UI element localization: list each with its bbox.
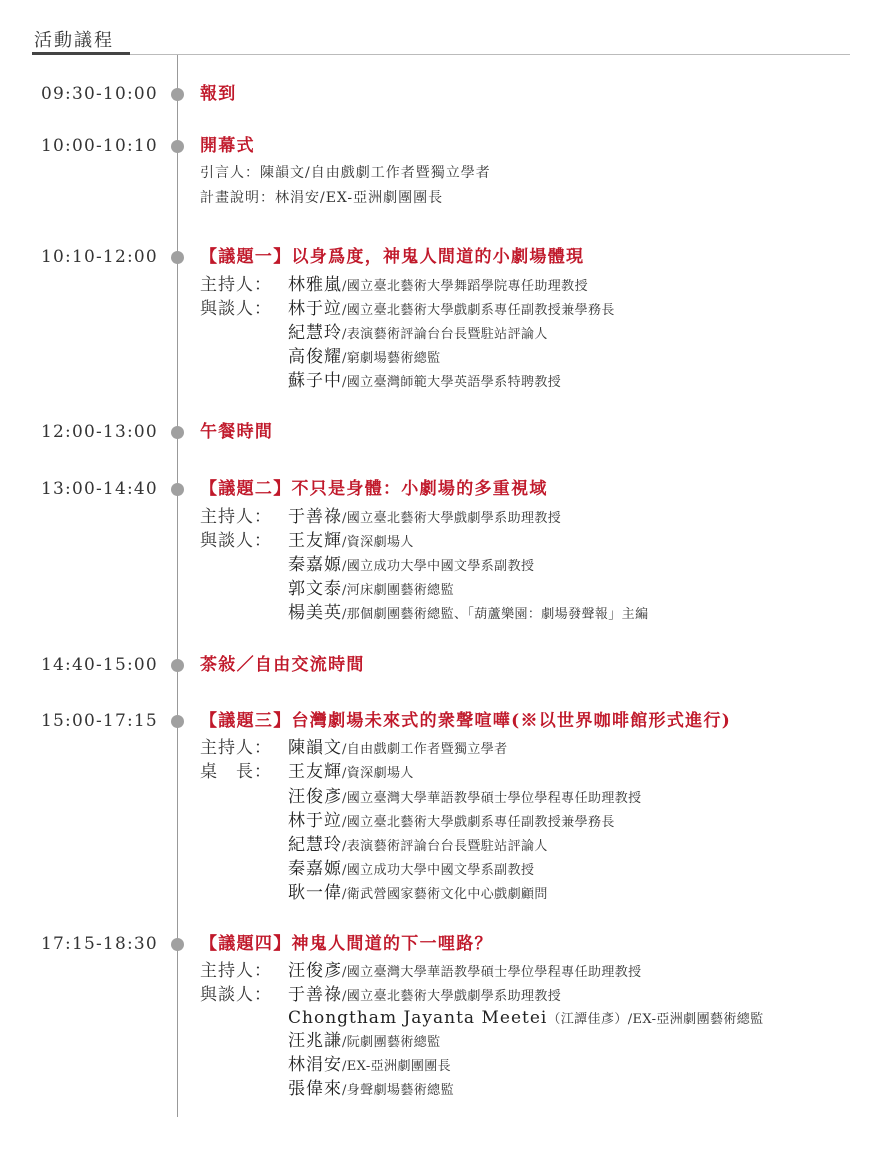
speaker-affiliation: /國立臺灣大學華語教學碩士學位學程專任助理教授 (342, 791, 642, 806)
speaker-role: 與談人： (200, 299, 272, 319)
speaker-name: 紀慧玲 (288, 323, 342, 343)
speaker-name: 于善祿 (288, 985, 342, 1005)
speaker-name: 高俊耀 (288, 347, 342, 367)
speaker-role: 與談人： (200, 985, 272, 1005)
agenda-title: 【議題二】不只是身體：小劇場的多重視域 (200, 479, 548, 499)
timeline-dot (171, 659, 184, 672)
speaker-name: 王友輝 (288, 531, 342, 551)
speaker-name: 郭文泰 (288, 579, 342, 599)
speaker-role: 主持人： (200, 961, 272, 981)
timeline-dot (171, 140, 184, 153)
speaker-name: 秦嘉嫄 (288, 555, 342, 575)
speaker-role: 主持人： (200, 738, 272, 758)
speaker-name: 林雅嵐 (288, 275, 342, 295)
speaker-role: 桌 長： (200, 762, 272, 782)
header-divider (130, 54, 850, 55)
speaker-name: 王友輝 (288, 762, 342, 782)
speaker-name: 張偉來 (288, 1079, 342, 1099)
agenda-time: 12:00-13:00 (41, 422, 158, 442)
agenda-title: 【議題三】台灣劇場未來式的衆聲喧嘩(※以世界咖啡館形式進行) (200, 711, 732, 731)
timeline-dot (171, 483, 184, 496)
speaker-affiliation: /國立臺北藝術大學戲劇學系助理教授 (342, 511, 562, 526)
agenda-title: 【議題一】以身爲度，神鬼人間道的小劇場體現 (200, 247, 585, 267)
agenda-title: 報到 (200, 84, 237, 104)
intro-line: 計畫說明：林涓安/EX-亞洲劇團團長 (200, 190, 444, 206)
speaker-affiliation: /國立臺北藝術大學戲劇系專任副教授兼學務長 (342, 303, 615, 318)
speaker-name: 汪俊彥 (288, 961, 342, 981)
speaker-name: Chongtham Jayanta Meetei (288, 1008, 548, 1028)
agenda-title: 午餐時間 (200, 422, 274, 442)
speaker-affiliation: /國立成功大學中國文學系副教授 (342, 863, 535, 878)
speaker-affiliation: /阮劇團藝術總監 (342, 1035, 441, 1050)
agenda-time: 13:00-14:40 (41, 479, 158, 499)
speaker-affiliation: /那個劇團藝術總監、「葫蘆樂園：劇場發聲報」主編 (342, 607, 649, 622)
speaker-name: 蘇子中 (288, 371, 342, 391)
intro-line: 引言人：陳韻文/自由戲劇工作者暨獨立學者 (200, 165, 491, 181)
speaker-affiliation: /身聲劇場藝術總監 (342, 1083, 454, 1098)
agenda-title: 茶敍／自由交流時間 (200, 655, 365, 675)
agenda-time: 10:00-10:10 (41, 136, 158, 156)
speaker-name: 林于竝 (288, 811, 342, 831)
agenda-time: 17:15-18:30 (41, 934, 158, 954)
speaker-affiliation: /河床劇團藝術總監 (342, 583, 454, 598)
timeline-line (177, 55, 178, 1117)
speaker-affiliation: /資深劇場人 (342, 766, 414, 781)
speaker-affiliation: /資深劇場人 (342, 535, 414, 550)
speaker-name: 汪俊彥 (288, 787, 342, 807)
speaker-name: 林涓安 (288, 1055, 342, 1075)
timeline-dot (171, 88, 184, 101)
speaker-role: 主持人： (200, 275, 272, 295)
speaker-affiliation: /窮劇場藝術總監 (342, 351, 441, 366)
speaker-affiliation: /表演藝術評論台台長暨駐站評論人 (342, 839, 548, 854)
speaker-affiliation: （江譚佳彥）/EX-亞洲劇團藝術總監 (547, 1012, 764, 1027)
agenda-time: 14:40-15:00 (41, 655, 158, 675)
speaker-affiliation: /EX-亞洲劇團團長 (342, 1059, 452, 1074)
speaker-affiliation: /國立臺北藝術大學戲劇學系助理教授 (342, 989, 562, 1004)
speaker-name: 耿一偉 (288, 883, 342, 903)
speaker-affiliation: /衛武營國家藝術文化中心戲劇顧問 (342, 887, 548, 902)
speaker-name: 陳韻文 (288, 738, 342, 758)
header-underline (32, 52, 130, 55)
agenda-title: 【議題四】神鬼人間道的下一哩路？ (200, 934, 493, 954)
speaker-name: 秦嘉嫄 (288, 859, 342, 879)
speaker-name: 于善祿 (288, 507, 342, 527)
timeline-dot (171, 938, 184, 951)
timeline-dot (171, 426, 184, 439)
agenda-time: 15:00-17:15 (41, 711, 158, 731)
agenda-title: 開幕式 (200, 136, 255, 156)
speaker-affiliation: /國立成功大學中國文學系副教授 (342, 559, 535, 574)
speaker-name: 楊美英 (288, 603, 342, 623)
agenda-time: 09:30-10:00 (41, 84, 158, 104)
speaker-affiliation: /國立臺灣大學華語教學碩士學位學程專任助理教授 (342, 965, 642, 980)
timeline-dot (171, 715, 184, 728)
timeline-dot (171, 251, 184, 264)
speaker-name: 林于竝 (288, 299, 342, 319)
speaker-affiliation: /國立臺灣師範大學英語學系特聘教授 (342, 375, 562, 390)
speaker-affiliation: /自由戲劇工作者暨獨立學者 (342, 742, 508, 757)
speaker-name: 汪兆謙 (288, 1031, 342, 1051)
speaker-role: 與談人： (200, 531, 272, 551)
agenda-time: 10:10-12:00 (41, 247, 158, 267)
speaker-affiliation: /表演藝術評論台台長暨駐站評論人 (342, 327, 548, 342)
speaker-name: 紀慧玲 (288, 835, 342, 855)
speaker-affiliation: /國立臺北藝術大學戲劇系專任副教授兼學務長 (342, 815, 615, 830)
speaker-role: 主持人： (200, 507, 272, 527)
speaker-affiliation: /國立臺北藝術大學舞蹈學院專任助理教授 (342, 279, 588, 294)
page-title: 活動議程 (34, 30, 114, 51)
